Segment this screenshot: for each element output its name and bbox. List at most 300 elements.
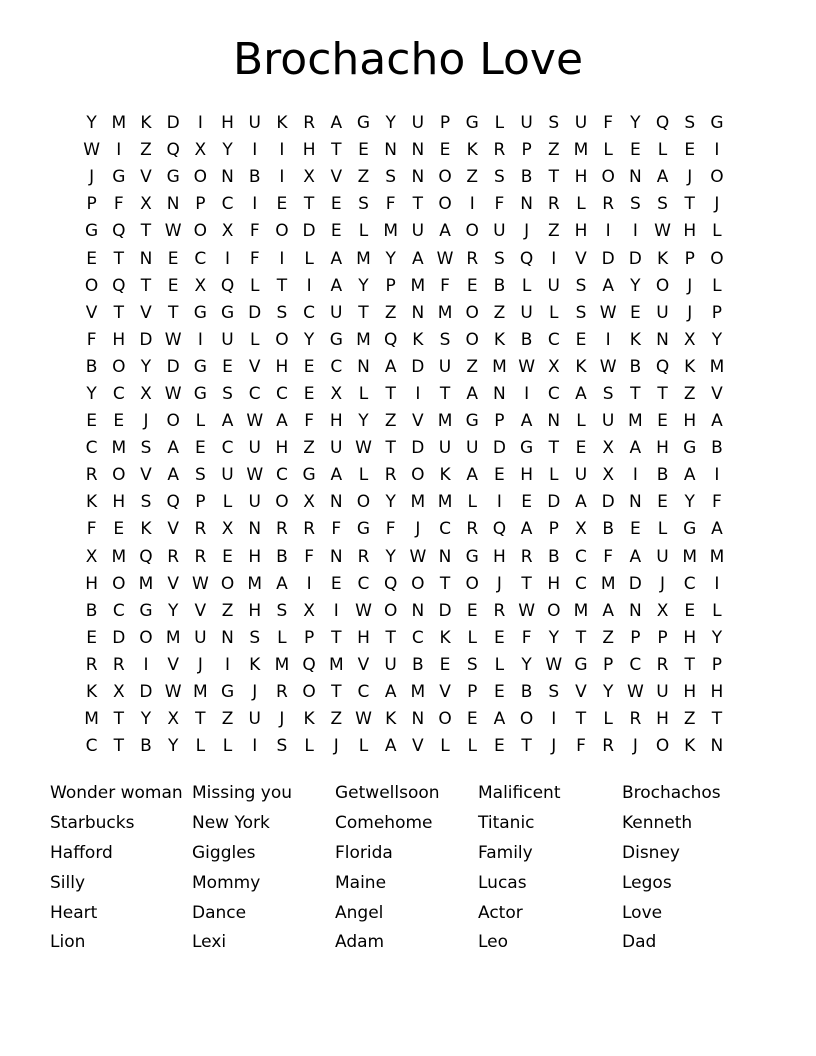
grid-letter: B bbox=[493, 275, 506, 296]
grid-letter: K bbox=[412, 329, 424, 350]
grid-letter: W bbox=[626, 682, 644, 703]
grid-letter: E bbox=[276, 194, 288, 215]
grid-letter: G bbox=[465, 411, 479, 432]
grid-letter: I bbox=[333, 600, 339, 621]
grid-letter: T bbox=[385, 438, 396, 459]
grid-letter: R bbox=[194, 546, 207, 567]
word-item: Comehome bbox=[335, 812, 433, 833]
grid-letter: S bbox=[548, 682, 560, 703]
grid-letter: Q bbox=[220, 275, 235, 296]
grid-letter: Y bbox=[140, 356, 152, 377]
grid-letter: S bbox=[276, 736, 288, 757]
grid-letter: T bbox=[358, 302, 369, 323]
grid-letter: G bbox=[139, 600, 153, 621]
grid-letter: E bbox=[86, 627, 97, 648]
grid-letter: T bbox=[331, 682, 342, 703]
grid-letter: C bbox=[275, 465, 288, 486]
grid-letter: Y bbox=[385, 248, 396, 269]
grid-letter: I bbox=[714, 465, 720, 486]
grid-letter: I bbox=[252, 736, 258, 757]
grid-letter: C bbox=[303, 302, 316, 323]
grid-letter: A bbox=[384, 736, 397, 757]
grid-letter: G bbox=[112, 167, 126, 188]
grid-letter: L bbox=[358, 465, 369, 486]
grid-letter: C bbox=[221, 194, 234, 215]
grid-letter: A bbox=[683, 465, 696, 486]
grid-letter: J bbox=[660, 573, 666, 594]
grid-letter: I bbox=[197, 113, 203, 134]
grid-letter: C bbox=[330, 356, 343, 377]
grid-letter: V bbox=[575, 682, 587, 703]
grid-letter: A bbox=[167, 465, 179, 486]
grid-letter: L bbox=[195, 736, 206, 757]
grid-letter: C bbox=[194, 248, 207, 269]
grid-letter: R bbox=[276, 682, 288, 703]
grid-letter: G bbox=[520, 438, 534, 459]
grid-letter: Z bbox=[357, 167, 370, 188]
grid-letter: A bbox=[711, 519, 723, 540]
grid-letter: K bbox=[466, 140, 478, 161]
grid-letter: X bbox=[221, 221, 234, 242]
grid-letter: U bbox=[248, 438, 261, 459]
grid-letter: T bbox=[195, 709, 206, 730]
grid-letter: P bbox=[385, 275, 396, 296]
grid-letter: K bbox=[140, 113, 152, 134]
grid-letter: E bbox=[358, 140, 369, 161]
grid-letter: B bbox=[629, 356, 642, 377]
grid-letter: E bbox=[629, 302, 641, 323]
grid-letter: C bbox=[85, 438, 98, 459]
grid-letter: O bbox=[710, 248, 724, 269]
grid-letter: R bbox=[167, 546, 180, 567]
grid-letter: P bbox=[603, 654, 614, 675]
grid-letter: G bbox=[193, 383, 207, 404]
grid-letter: U bbox=[656, 682, 669, 703]
grid-letter: A bbox=[330, 248, 343, 269]
grid-letter: O bbox=[519, 709, 534, 730]
grid-letter: T bbox=[113, 736, 124, 757]
grid-letter: K bbox=[493, 329, 505, 350]
word-item: Heart bbox=[50, 902, 98, 923]
grid-letter: O bbox=[465, 302, 479, 323]
grid-letter: M bbox=[682, 546, 698, 567]
grid-letter: Y bbox=[167, 600, 179, 621]
grid-letter: S bbox=[276, 600, 288, 621]
grid-letter: Q bbox=[492, 519, 507, 540]
grid-letter: V bbox=[711, 383, 723, 404]
grid-letter: P bbox=[711, 654, 723, 675]
grid-letter: Z bbox=[602, 627, 614, 648]
grid-letter: N bbox=[628, 167, 642, 188]
grid-letter: H bbox=[302, 140, 316, 161]
grid-letter: P bbox=[439, 113, 451, 134]
grid-letter: I bbox=[279, 248, 285, 269]
grid-letter: C bbox=[221, 438, 234, 459]
grid-letter: N bbox=[438, 546, 452, 567]
grid-letter: D bbox=[601, 492, 615, 513]
grid-letter: M bbox=[437, 411, 453, 432]
grid-letter: O bbox=[438, 194, 452, 215]
grid-letter: I bbox=[714, 573, 720, 594]
grid-letter: I bbox=[116, 140, 122, 161]
grid-letter: T bbox=[548, 167, 559, 188]
grid-letter: S bbox=[140, 492, 152, 513]
grid-letter: M bbox=[84, 709, 99, 730]
grid-letter: A bbox=[412, 248, 424, 269]
grid-letter: F bbox=[440, 275, 450, 296]
grid-letter: B bbox=[547, 546, 560, 567]
grid-letter: D bbox=[302, 221, 316, 242]
grid-letter: L bbox=[576, 194, 586, 215]
grid-letter: T bbox=[276, 275, 288, 296]
grid-letter: L bbox=[249, 329, 260, 350]
word-item: Adam bbox=[335, 932, 385, 953]
grid-letter: N bbox=[628, 600, 642, 621]
grid-letter: P bbox=[711, 302, 723, 323]
grid-letter: Z bbox=[384, 302, 397, 323]
grid-letter: C bbox=[112, 383, 125, 404]
grid-letter: A bbox=[520, 411, 533, 432]
grid-letter: I bbox=[225, 654, 231, 675]
grid-letter: P bbox=[684, 248, 695, 269]
grid-letter: N bbox=[547, 411, 561, 432]
grid-letter: M bbox=[709, 546, 725, 567]
grid-letter: D bbox=[166, 356, 180, 377]
grid-letter: Y bbox=[602, 682, 614, 703]
grid-letter: J bbox=[524, 221, 530, 242]
grid-letter: I bbox=[306, 573, 312, 594]
grid-letter: I bbox=[496, 492, 502, 513]
grid-letter: D bbox=[628, 573, 642, 594]
grid-letter: P bbox=[494, 411, 505, 432]
grid-letter: N bbox=[221, 627, 234, 648]
grid-letter: K bbox=[86, 492, 98, 513]
grid-letter: W bbox=[409, 546, 427, 567]
grid-letter: J bbox=[279, 709, 285, 730]
grid-letter: I bbox=[469, 194, 475, 215]
puzzle-title: Brochacho Love bbox=[232, 34, 584, 85]
grid-letter: E bbox=[167, 248, 179, 269]
grid-letter: K bbox=[385, 709, 397, 730]
grid-letter: T bbox=[657, 383, 668, 404]
grid-letter: H bbox=[112, 329, 126, 350]
grid-letter: S bbox=[575, 275, 587, 296]
grid-letter: W bbox=[83, 140, 100, 161]
grid-letter: M bbox=[573, 600, 589, 621]
grid-letter: M bbox=[709, 356, 725, 377]
grid-letter: V bbox=[194, 600, 207, 621]
grid-letter: X bbox=[140, 383, 152, 404]
grid-letter: P bbox=[657, 627, 668, 648]
grid-letter: W bbox=[355, 438, 372, 459]
grid-letter: L bbox=[249, 275, 260, 296]
grid-letter: U bbox=[330, 302, 343, 323]
grid-letter: T bbox=[684, 194, 695, 215]
grid-letter: F bbox=[385, 519, 396, 540]
grid-letter: M bbox=[356, 248, 371, 269]
grid-letter: V bbox=[140, 465, 152, 486]
word-item: Missing you bbox=[192, 783, 293, 803]
grid-letter: E bbox=[575, 329, 587, 350]
grid-letter: V bbox=[85, 302, 98, 323]
grid-letter: S bbox=[249, 627, 261, 648]
grid-letter: T bbox=[521, 736, 532, 757]
grid-letter: E bbox=[439, 140, 451, 161]
grid-letter: L bbox=[358, 221, 369, 242]
grid-letter: U bbox=[248, 709, 261, 730]
grid-letter: X bbox=[194, 275, 207, 296]
grid-letter: B bbox=[85, 600, 98, 621]
grid-letter: Q bbox=[166, 492, 180, 513]
grid-letter: R bbox=[466, 248, 479, 269]
grid-letter: L bbox=[277, 627, 287, 648]
grid-letter: R bbox=[384, 465, 397, 486]
grid-letter: H bbox=[683, 682, 697, 703]
grid-letter: N bbox=[493, 383, 506, 404]
grid-letter: E bbox=[222, 546, 233, 567]
grid-letter: O bbox=[438, 167, 452, 188]
grid-letter: I bbox=[551, 709, 557, 730]
grid-letter: L bbox=[657, 519, 668, 540]
grid-letter: E bbox=[330, 194, 342, 215]
grid-letter: U bbox=[574, 465, 588, 486]
word-item: Brochachos bbox=[622, 783, 721, 803]
grid-letter: S bbox=[439, 329, 451, 350]
grid-letter: A bbox=[330, 113, 343, 134]
grid-letter: T bbox=[439, 383, 451, 404]
grid-letter: L bbox=[549, 465, 559, 486]
grid-letter: R bbox=[112, 654, 125, 675]
grid-letter: M bbox=[111, 546, 127, 567]
grid-letter: J bbox=[333, 736, 339, 757]
grid-letter: D bbox=[139, 329, 153, 350]
grid-letter: T bbox=[303, 194, 315, 215]
grid-letter: Z bbox=[466, 356, 479, 377]
grid-letter: T bbox=[630, 383, 641, 404]
word-item: Wonder woman bbox=[50, 783, 183, 803]
grid-letter: R bbox=[303, 519, 315, 540]
word-list-column bbox=[478, 779, 622, 958]
grid-letter: Q bbox=[166, 140, 180, 161]
grid-letter: M bbox=[600, 573, 616, 594]
grid-letter: C bbox=[629, 654, 642, 675]
grid-letter: K bbox=[249, 654, 261, 675]
word-item: Disney bbox=[622, 842, 680, 863]
grid-letter: N bbox=[248, 519, 262, 540]
grid-letter: G bbox=[302, 465, 316, 486]
grid-letter: R bbox=[629, 709, 642, 730]
grid-letter: A bbox=[466, 383, 479, 404]
grid-letter: Y bbox=[303, 329, 315, 350]
grid-letter: F bbox=[86, 519, 97, 540]
grid-letter: A bbox=[575, 383, 587, 404]
grid-letter: R bbox=[656, 654, 669, 675]
grid-letter: P bbox=[195, 492, 206, 513]
grid-letter: C bbox=[683, 573, 696, 594]
grid-letter: E bbox=[222, 356, 233, 377]
grid-letter: Y bbox=[358, 275, 369, 296]
grid-letter: R bbox=[85, 465, 98, 486]
grid-letter: R bbox=[194, 519, 207, 540]
grid-letter: E bbox=[684, 140, 696, 161]
grid-letter: P bbox=[467, 682, 478, 703]
grid-letter: B bbox=[248, 167, 261, 188]
grid-letter: T bbox=[167, 302, 179, 323]
grid-letter: O bbox=[655, 275, 670, 296]
grid-letter: O bbox=[302, 682, 316, 703]
word-item: Malificent bbox=[478, 783, 561, 803]
grid-letter: T bbox=[140, 275, 152, 296]
grid-letter: E bbox=[466, 275, 478, 296]
grid-letter: Z bbox=[466, 167, 479, 188]
grid-letter: L bbox=[358, 736, 369, 757]
grid-letter: Y bbox=[140, 709, 152, 730]
grid-letter: H bbox=[221, 113, 234, 134]
word-item: Actor bbox=[478, 902, 523, 923]
word-item: Leo bbox=[478, 932, 509, 953]
grid-letter: U bbox=[411, 113, 425, 134]
grid-letter: K bbox=[303, 709, 315, 730]
grid-letter: G bbox=[356, 113, 371, 134]
grid-letter: H bbox=[656, 709, 669, 730]
grid-letter: K bbox=[656, 248, 669, 269]
grid-letter: E bbox=[113, 411, 125, 432]
grid-letter: U bbox=[656, 546, 669, 567]
grid-letter: U bbox=[601, 411, 615, 432]
grid-letter: G bbox=[166, 167, 180, 188]
grid-letter: S bbox=[602, 383, 614, 404]
grid-letter: Y bbox=[385, 546, 396, 567]
grid-letter: S bbox=[548, 113, 560, 134]
grid-letter: I bbox=[225, 248, 231, 269]
grid-letter: L bbox=[494, 113, 505, 134]
grid-letter: Y bbox=[86, 383, 97, 404]
grid-letter: J bbox=[687, 275, 693, 296]
grid-letter: X bbox=[303, 600, 315, 621]
grid-letter: G bbox=[193, 356, 207, 377]
grid-letter: A bbox=[167, 438, 179, 459]
grid-letter: U bbox=[520, 302, 533, 323]
grid-letter: W bbox=[164, 329, 182, 350]
grid-letter: K bbox=[140, 519, 152, 540]
grid-letter: D bbox=[492, 438, 506, 459]
grid-letter: V bbox=[439, 682, 451, 703]
grid-letter: H bbox=[574, 221, 588, 242]
grid-letter: C bbox=[439, 519, 451, 540]
grid-letter: O bbox=[112, 465, 126, 486]
grid-letter: H bbox=[85, 573, 98, 594]
grid-letter: L bbox=[657, 140, 668, 161]
grid-letter: P bbox=[548, 519, 559, 540]
grid-letter: Y bbox=[385, 113, 396, 134]
grid-letter: N bbox=[520, 194, 533, 215]
grid-letter: T bbox=[113, 248, 124, 269]
grid-letter: Y bbox=[711, 329, 723, 350]
grid-letter: B bbox=[412, 654, 424, 675]
word-item: Lexi bbox=[192, 932, 227, 953]
grid-letter: D bbox=[411, 356, 425, 377]
grid-letter: Z bbox=[547, 221, 560, 242]
grid-letter: X bbox=[140, 194, 152, 215]
grid-letter: W bbox=[436, 248, 454, 269]
grid-letter: S bbox=[575, 302, 587, 323]
grid-letter: E bbox=[113, 519, 125, 540]
grid-letter: E bbox=[330, 573, 342, 594]
grid-letter: Y bbox=[358, 411, 369, 432]
grid-letter: G bbox=[465, 113, 479, 134]
grid-letter: E bbox=[167, 275, 179, 296]
grid-letter: V bbox=[330, 167, 343, 188]
grid-letter: H bbox=[683, 627, 697, 648]
grid-letter: G bbox=[683, 519, 697, 540]
grid-letter: Y bbox=[385, 492, 396, 513]
grid-letter: F bbox=[712, 492, 722, 513]
grid-letter: A bbox=[602, 275, 614, 296]
grid-letter: L bbox=[304, 736, 314, 757]
grid-letter: I bbox=[632, 221, 638, 242]
grid-letter: N bbox=[411, 302, 425, 323]
grid-letter: C bbox=[357, 682, 370, 703]
grid-letter: X bbox=[85, 546, 98, 567]
grid-letter: P bbox=[303, 627, 315, 648]
grid-letter: L bbox=[467, 492, 477, 513]
grid-letter: L bbox=[549, 302, 559, 323]
grid-letter: C bbox=[575, 573, 587, 594]
grid-letter: T bbox=[412, 194, 424, 215]
grid-letter: S bbox=[358, 194, 369, 215]
grid-letter: F bbox=[494, 194, 505, 215]
grid-letter: U bbox=[248, 492, 261, 513]
grid-letter: O bbox=[547, 600, 561, 621]
grid-letter: A bbox=[575, 492, 587, 513]
grid-letter: J bbox=[197, 654, 203, 675]
grid-letter: O bbox=[465, 221, 479, 242]
grid-letter: Z bbox=[384, 411, 397, 432]
grid-letter: I bbox=[252, 194, 258, 215]
grid-letter: N bbox=[357, 356, 370, 377]
grid-letter: W bbox=[246, 465, 264, 486]
grid-letter: H bbox=[329, 411, 343, 432]
grid-letter: I bbox=[143, 654, 149, 675]
grid-letter: D bbox=[248, 302, 262, 323]
grid-letter: E bbox=[466, 709, 478, 730]
grid-letter: F bbox=[113, 194, 124, 215]
grid-letter: X bbox=[602, 465, 614, 486]
grid-letter: Z bbox=[221, 709, 234, 730]
grid-letter: W bbox=[355, 600, 372, 621]
grid-letter: T bbox=[385, 383, 396, 404]
grid-letter: V bbox=[167, 654, 179, 675]
grid-letter: U bbox=[221, 465, 234, 486]
grid-letter: X bbox=[547, 356, 560, 377]
grid-letter: F bbox=[249, 248, 260, 269]
grid-letter: F bbox=[304, 546, 314, 567]
grid-letter: O bbox=[139, 627, 153, 648]
grid-letter: B bbox=[711, 438, 723, 459]
grid-letter: L bbox=[222, 736, 233, 757]
grid-letter: R bbox=[602, 194, 615, 215]
grid-letter: S bbox=[140, 438, 152, 459]
grid-letter: E bbox=[466, 600, 478, 621]
word-list-column bbox=[335, 779, 478, 958]
grid-letter: W bbox=[191, 573, 209, 594]
grid-letter: I bbox=[279, 167, 285, 188]
grid-letter: M bbox=[628, 411, 643, 432]
grid-letter: O bbox=[193, 167, 208, 188]
grid-letter: A bbox=[466, 465, 479, 486]
word-item: Hafford bbox=[50, 842, 113, 863]
grid-letter: F bbox=[249, 221, 260, 242]
